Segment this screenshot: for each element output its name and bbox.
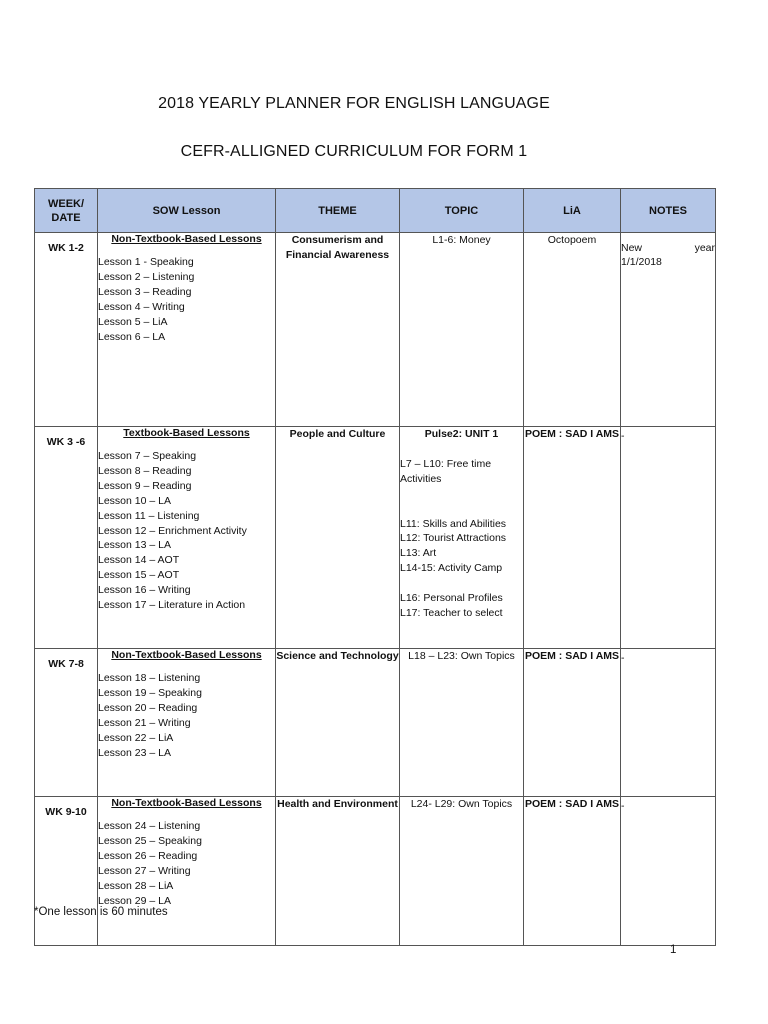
lesson-item: Lesson 4 – Writing	[98, 300, 185, 313]
lesson-item: Lesson 21 – Writing	[98, 716, 191, 729]
notes-text: -	[621, 430, 625, 442]
topic-line: L16: Personal Profiles	[400, 592, 503, 605]
header-notes: NOTES	[621, 189, 716, 233]
notes-cell	[621, 797, 716, 946]
topic-cell	[400, 797, 524, 946]
notes-text: New	[621, 242, 643, 254]
lesson-item: Lesson 9 – Reading	[98, 479, 192, 492]
lesson-item: Lesson 18 – Listening	[98, 672, 201, 684]
lesson-item: Lesson 14 – AOT	[98, 554, 180, 567]
planner-table	[34, 188, 716, 946]
lesson-item: Lesson 20 – Reading	[98, 701, 198, 714]
lesson-item: Lesson 22 – LiA	[98, 731, 174, 744]
lesson-item: Lesson 26 – Reading	[98, 849, 198, 862]
topic-line: L18 – L23: Own Topics	[408, 650, 515, 662]
page-subtitle: CEFR-ALLIGNED CURRICULUM FOR FORM 1	[180, 143, 528, 160]
lesson-item: Lesson 27 – Writing	[98, 864, 191, 877]
topic-line: L24- L29: Own Topics	[410, 798, 513, 810]
lesson-item: Lesson 24 – Listening	[98, 820, 201, 832]
lesson-item: Lesson 17 – Literature in Action	[98, 599, 246, 612]
theme-cell: Consumerism and Financial Awareness	[276, 233, 400, 427]
lesson-item: Lesson 8 – Reading	[98, 464, 192, 477]
theme-cell: Health and Environment	[276, 797, 400, 946]
topic-line: L11: Skills and Abilities	[400, 517, 507, 530]
lia-cell: Octopoem	[524, 233, 621, 427]
header-sow: SOW Lesson	[98, 189, 276, 233]
topic-cell	[400, 649, 524, 797]
lesson-item: Lesson 25 – Speaking	[98, 834, 202, 847]
lia-cell: POEM : SAD I AMS	[524, 649, 621, 797]
sow-cell	[98, 797, 276, 946]
lia-cell: POEM : SAD I AMS	[524, 797, 621, 946]
sow-heading: Textbook-Based Lessons	[123, 427, 250, 439]
topic-line: L1-6: Money	[432, 234, 491, 246]
topic-heading: Pulse2: UNIT 1	[424, 428, 499, 440]
topic-spacer	[400, 487, 523, 502]
table-header-row	[35, 189, 716, 233]
table-row	[35, 233, 716, 427]
topic-line: L7 – L10: Free time	[400, 457, 492, 470]
sow-heading: Non-Textbook-Based Lessons	[111, 233, 262, 245]
lesson-item: Lesson 10 – LA	[98, 494, 171, 507]
theme-cell: People and Culture	[276, 427, 400, 649]
lesson-item: Lesson 5 – LiA	[98, 315, 168, 328]
topic-spacer	[400, 576, 523, 591]
table-row	[35, 427, 716, 649]
lesson-item: Lesson 29 – LA	[98, 894, 171, 907]
week-label: WK 7-8	[48, 658, 84, 670]
table-row	[35, 797, 716, 946]
header-theme: THEME	[276, 189, 400, 233]
lesson-item: Lesson 23 – LA	[98, 746, 171, 759]
week-cell	[35, 649, 98, 797]
topic-cell	[400, 427, 524, 649]
lesson-item: Lesson 1 - Speaking	[98, 256, 194, 268]
sow-cell	[98, 649, 276, 797]
topic-line: L13: Art	[400, 547, 437, 560]
week-label: WK 1-2	[48, 242, 84, 254]
lesson-item: Lesson 13 – LA	[98, 539, 171, 552]
lesson-item: Lesson 11 – Listening	[98, 509, 200, 522]
lesson-item: Lesson 28 – LiA	[98, 879, 174, 892]
lesson-item: Lesson 16 – Writing	[98, 584, 191, 597]
header-lia: LiA	[524, 189, 621, 233]
page-number: 1	[670, 944, 677, 956]
header-week: WEEK/ DATE	[35, 189, 98, 233]
lesson-item: Lesson 12 – Enrichment Activity	[98, 524, 247, 537]
notes-text: -	[621, 652, 625, 664]
sow-cell	[98, 427, 276, 649]
topic-line: L12: Tourist Attractions	[400, 532, 507, 545]
week-cell	[35, 233, 98, 427]
topic-line: Activities	[400, 472, 442, 485]
sow-heading: Non-Textbook-Based Lessons	[111, 797, 262, 809]
topic-cell	[400, 233, 524, 427]
notes-cell	[621, 233, 716, 427]
week-label: WK 3 -6	[46, 436, 86, 448]
table-row	[35, 649, 716, 797]
header-topic: TOPIC	[400, 189, 524, 233]
notes-cell	[621, 649, 716, 797]
sow-heading: Non-Textbook-Based Lessons	[111, 649, 262, 661]
week-cell	[35, 797, 98, 946]
notes-text: year	[694, 242, 715, 254]
lesson-item: Lesson 7 – Speaking	[98, 450, 197, 462]
lesson-item: Lesson 6 – LA	[98, 330, 166, 343]
lesson-item: Lesson 3 – Reading	[98, 285, 192, 298]
lia-cell: POEM : SAD I AMS	[524, 427, 621, 649]
notes-cell	[621, 427, 716, 649]
page-title: 2018 YEARLY PLANNER FOR ENGLISH LANGUAGE	[158, 95, 550, 112]
topic-line: L17: Teacher to select	[400, 606, 503, 619]
sow-cell	[98, 233, 276, 427]
notes-text: -	[621, 800, 625, 812]
topic-spacer	[400, 502, 523, 517]
topic-line: L14-15: Activity Camp	[400, 562, 503, 575]
week-label: WK 9-10	[45, 806, 87, 818]
lesson-item: Lesson 15 – AOT	[98, 569, 180, 582]
lesson-item: Lesson 2 – Listening	[98, 270, 195, 283]
notes-date: 1/1/2018	[621, 256, 662, 268]
week-cell	[35, 427, 98, 649]
footnote: *One lesson is 60 minutes	[34, 906, 168, 918]
theme-cell: Science and Technology	[276, 649, 400, 797]
lesson-item: Lesson 19 – Speaking	[98, 686, 202, 699]
